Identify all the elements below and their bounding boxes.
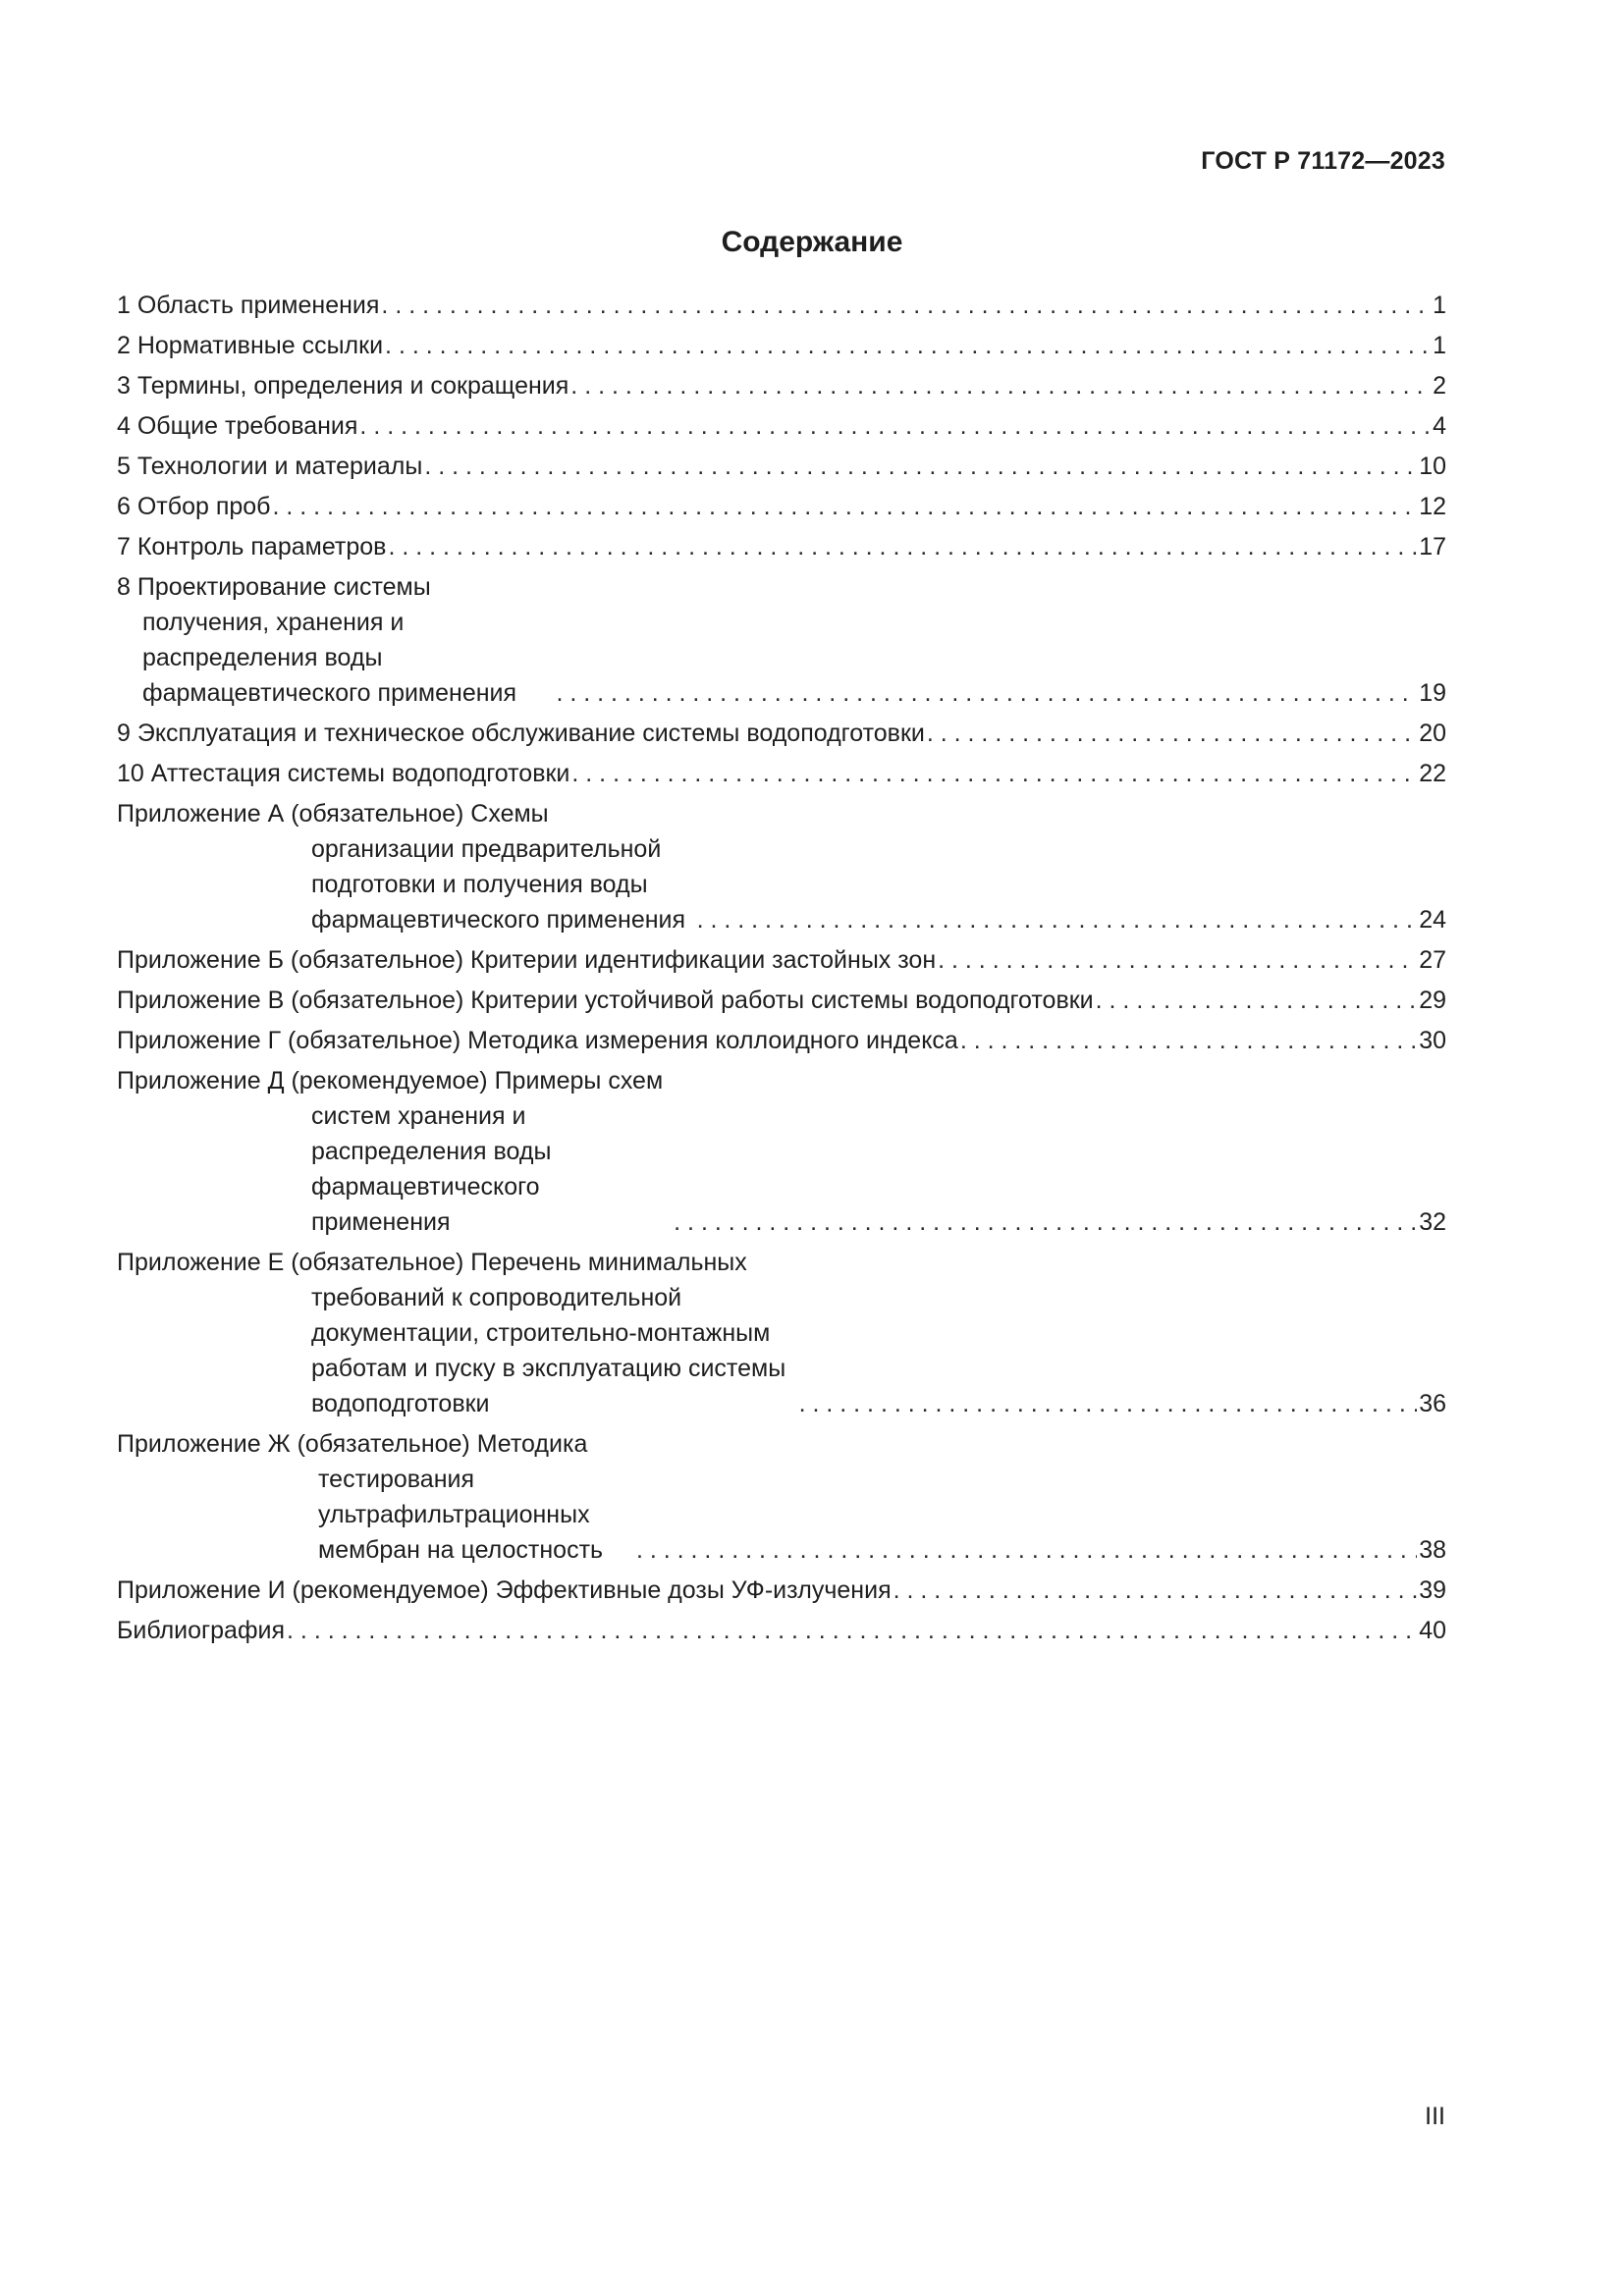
toc-entry-text: 6 Отбор проб <box>117 493 271 520</box>
toc-entry-text: 9 Эксплуатация и техническое обслуживание системы водоподготовки <box>117 720 925 747</box>
table-of-contents <box>117 288 1446 1653</box>
toc-entry-page: 4 <box>1433 412 1446 440</box>
toc-entry-page: 30 <box>1419 1027 1446 1054</box>
toc-entry-page: 32 <box>1419 1208 1446 1236</box>
toc-entry[interactable] <box>117 529 1446 564</box>
toc-entry-page: 39 <box>1419 1576 1446 1604</box>
dot-leader <box>636 1532 1417 1568</box>
toc-entry[interactable] <box>117 408 1446 444</box>
dot-leader <box>287 1613 1417 1648</box>
page-number: III <box>1425 2103 1445 2130</box>
toc-entry[interactable] <box>117 1023 1446 1058</box>
dot-leader <box>927 716 1417 751</box>
toc-entry-text: 1 Область применения <box>117 292 380 319</box>
toc-entry[interactable] <box>117 942 1446 978</box>
dot-leader <box>424 449 1417 484</box>
dot-leader <box>893 1573 1418 1608</box>
dot-leader <box>359 408 1431 444</box>
toc-entry-text: 4 Общие требования <box>117 412 358 440</box>
toc-entry-text: 8 Проектирование системы получения, хранения и распределения воды фармацевтического применения <box>117 573 517 707</box>
toc-entry-page: 2 <box>1433 372 1446 400</box>
toc-entry[interactable] <box>117 328 1446 363</box>
dot-leader <box>571 756 1417 791</box>
toc-entry-page: 40 <box>1419 1617 1446 1644</box>
toc-entry[interactable] <box>117 569 1446 711</box>
toc-entry-text: 5 Технологии и материалы <box>117 453 423 480</box>
toc-entry[interactable] <box>117 1573 1446 1608</box>
toc-entry-text: Приложение Е (обязательное) Перечень минимальных требований к сопроводительной документации, строительно-монтажным работам и пуску в эксплуатацию системы водоподготовки <box>117 1249 786 1417</box>
dot-leader <box>381 288 1431 323</box>
dot-leader <box>570 368 1431 403</box>
toc-entry-page: 10 <box>1419 453 1446 480</box>
toc-entry-text: 2 Нормативные ссылки <box>117 332 384 359</box>
toc-entry-text: Приложение В (обязательное) Критерии устойчивой работы системы водоподготовки <box>117 987 1094 1014</box>
toc-entry-page: 12 <box>1419 493 1446 520</box>
toc-entry-page: 36 <box>1419 1390 1446 1417</box>
dot-leader <box>799 1386 1418 1421</box>
toc-entry-page: 29 <box>1419 987 1446 1014</box>
toc-entry[interactable] <box>117 1426 1446 1568</box>
dot-leader <box>272 489 1417 524</box>
toc-entry-page: 17 <box>1419 533 1446 561</box>
dot-leader <box>960 1023 1417 1058</box>
toc-entry-page: 1 <box>1433 292 1446 319</box>
toc-entry[interactable] <box>117 1245 1446 1421</box>
toc-entry-page: 1 <box>1433 332 1446 359</box>
toc-entry[interactable] <box>117 449 1446 484</box>
toc-entry-text: 10 Аттестация системы водоподготовки <box>117 760 570 787</box>
toc-entry[interactable] <box>117 756 1446 791</box>
toc-entry-text: Приложение А (обязательное) Схемы организации предварительной подготовки и получения воды фармацевтического применения <box>117 800 686 934</box>
toc-entry-text: Приложение Д (рекомендуемое) Примеры схем систем хранения и распределения воды фармацевтического применения <box>117 1067 664 1236</box>
toc-entry-text: Библиография <box>117 1617 286 1644</box>
dot-leader <box>1096 983 1418 1018</box>
toc-entry-page: 20 <box>1419 720 1446 747</box>
toc-entry-text: Приложение Г (обязательное) Методика измерения коллоидного индекса <box>117 1027 958 1054</box>
dot-leader <box>388 529 1417 564</box>
toc-entry[interactable] <box>117 368 1446 403</box>
dot-leader <box>674 1204 1417 1240</box>
toc-entry-text: 3 Термины, определения и сокращения <box>117 372 569 400</box>
toc-entry-page: 22 <box>1419 760 1446 787</box>
document-code: ГОСТ Р 71172—2023 <box>1201 147 1445 175</box>
toc-entry[interactable] <box>117 796 1446 937</box>
toc-entry-page: 38 <box>1419 1536 1446 1564</box>
dot-leader <box>938 942 1417 978</box>
toc-entry[interactable] <box>117 716 1446 751</box>
toc-entry[interactable] <box>117 288 1446 323</box>
toc-entry-page: 24 <box>1419 906 1446 934</box>
toc-entry[interactable] <box>117 1063 1446 1240</box>
toc-entry-text: 7 Контроль параметров <box>117 533 387 561</box>
toc-entry[interactable] <box>117 489 1446 524</box>
dot-leader <box>385 328 1431 363</box>
dot-leader <box>697 902 1418 937</box>
toc-entry-page: 27 <box>1419 946 1446 974</box>
toc-entry-text: Приложение Б (обязательное) Критерии идентификации застойных зон <box>117 946 937 974</box>
toc-entry-page: 19 <box>1419 679 1446 707</box>
toc-entry[interactable] <box>117 1613 1446 1648</box>
toc-entry[interactable] <box>117 983 1446 1018</box>
toc-entry-text: Приложение И (рекомендуемое) Эффективные дозы УФ-излучения <box>117 1576 892 1604</box>
dot-leader <box>556 675 1417 711</box>
toc-title: Содержание <box>721 226 903 258</box>
toc-entry-text: Приложение Ж (обязательное) Методика тестирования ультрафильтрационных мембран на целостность <box>117 1430 604 1564</box>
